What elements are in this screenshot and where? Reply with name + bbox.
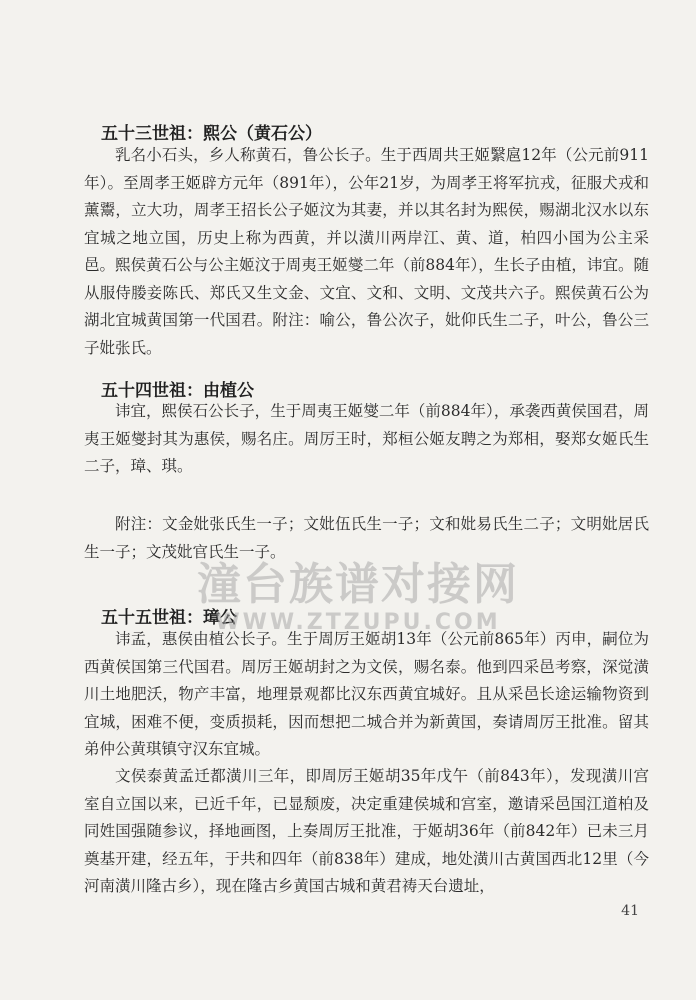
section-heading: 五十四世祖：由植公 <box>101 381 254 401</box>
section-paragraph: 讳孟，惠侯由植公长子。生于周厉王姬胡13年（公元前865年）丙申，嗣位为西黄侯国第三代国君。周厉王姬胡封之为文侯，赐名泰。他到四采邑考察，深觉潢川土地肥沃，物产丰富，地理景观都比汉东西黄宜城好。且从采邑长途运输物资到宜城，困难不便，变质损耗，因而想把二城合并为新黄国，奏请周厉王批准。留其弟仲公黄琪镇守汉东宜城。 <box>84 630 649 758</box>
section-paragraph: 讳宜，熙侯石公长子，生于周夷王姬燮二年（前884年），承袭西黄侯国君，周夷王姬燮封其为惠侯，赐名庄。周厉王时，郑桓公姬友聘之为郑相，娶郑女姬氏生二子，璋、琪。 <box>84 402 649 475</box>
section-paragraph: 乳名小石头，乡人称黄石，鲁公长子。生于西周共王姬繄扈12年（公元前911年）。至周孝王姬辟方元年（891年），公年21岁，为周孝王将军抗戎，征服犬戎和薰鬻，立大功，周孝王招长公子姬汶为其妻，并以其名封为熙侯，赐湖北汉水以东宜城之地立国，历史上称为西黄，并以潢川两岸江、黄、道，柏四小国为公主采邑。熙侯黄石公与公主姬汶于周夷王姬燮二年（前884年），生长子由植，讳宜。随从服侍媵妾陈氏、郑氏又生文金、文宜、文和、文明、文茂共六子。熙侯黄石公为湖北宜城黄国第一代国君。附注：喻公，鲁公次子，妣仰氏生二子，叶公，鲁公三子妣张氏。 <box>84 146 649 357</box>
section-heading: 五十五世祖：璋公 <box>101 608 237 628</box>
watermark-title: 潼台族谱对接网 <box>197 559 519 610</box>
section-paragraph: 附注：文金妣张氏生一子；文妣伍氏生一子；文和妣易氏生二子；文明妣居氏生一子；文茂妣官氏生一子。 <box>84 515 649 561</box>
page-number: 41 <box>621 903 639 919</box>
watermark-url: WWW.ZTZUPU.COM <box>215 610 501 635</box>
section-paragraph: 文侯泰黄孟迁都潢川三年，即周厉王姬胡35年戊午（前843年），发现潢川宫室自立国以来，已近千年，已显颓废，决定重建侯城和宫室，邀请采邑国江道柏及同姓国强随参议，择地画图，上奏周厉王批准，于姬胡36年（前842年）已未三月奠基开建，经五年，于共和四年（前838年）建成，地处潢川古黄国西北12里（今河南潢川隆古乡），现在隆古乡黄国古城和黄君祷天台遗址， <box>84 767 649 895</box>
section-heading: 五十三世祖：熙公（黄石公） <box>101 124 322 144</box>
